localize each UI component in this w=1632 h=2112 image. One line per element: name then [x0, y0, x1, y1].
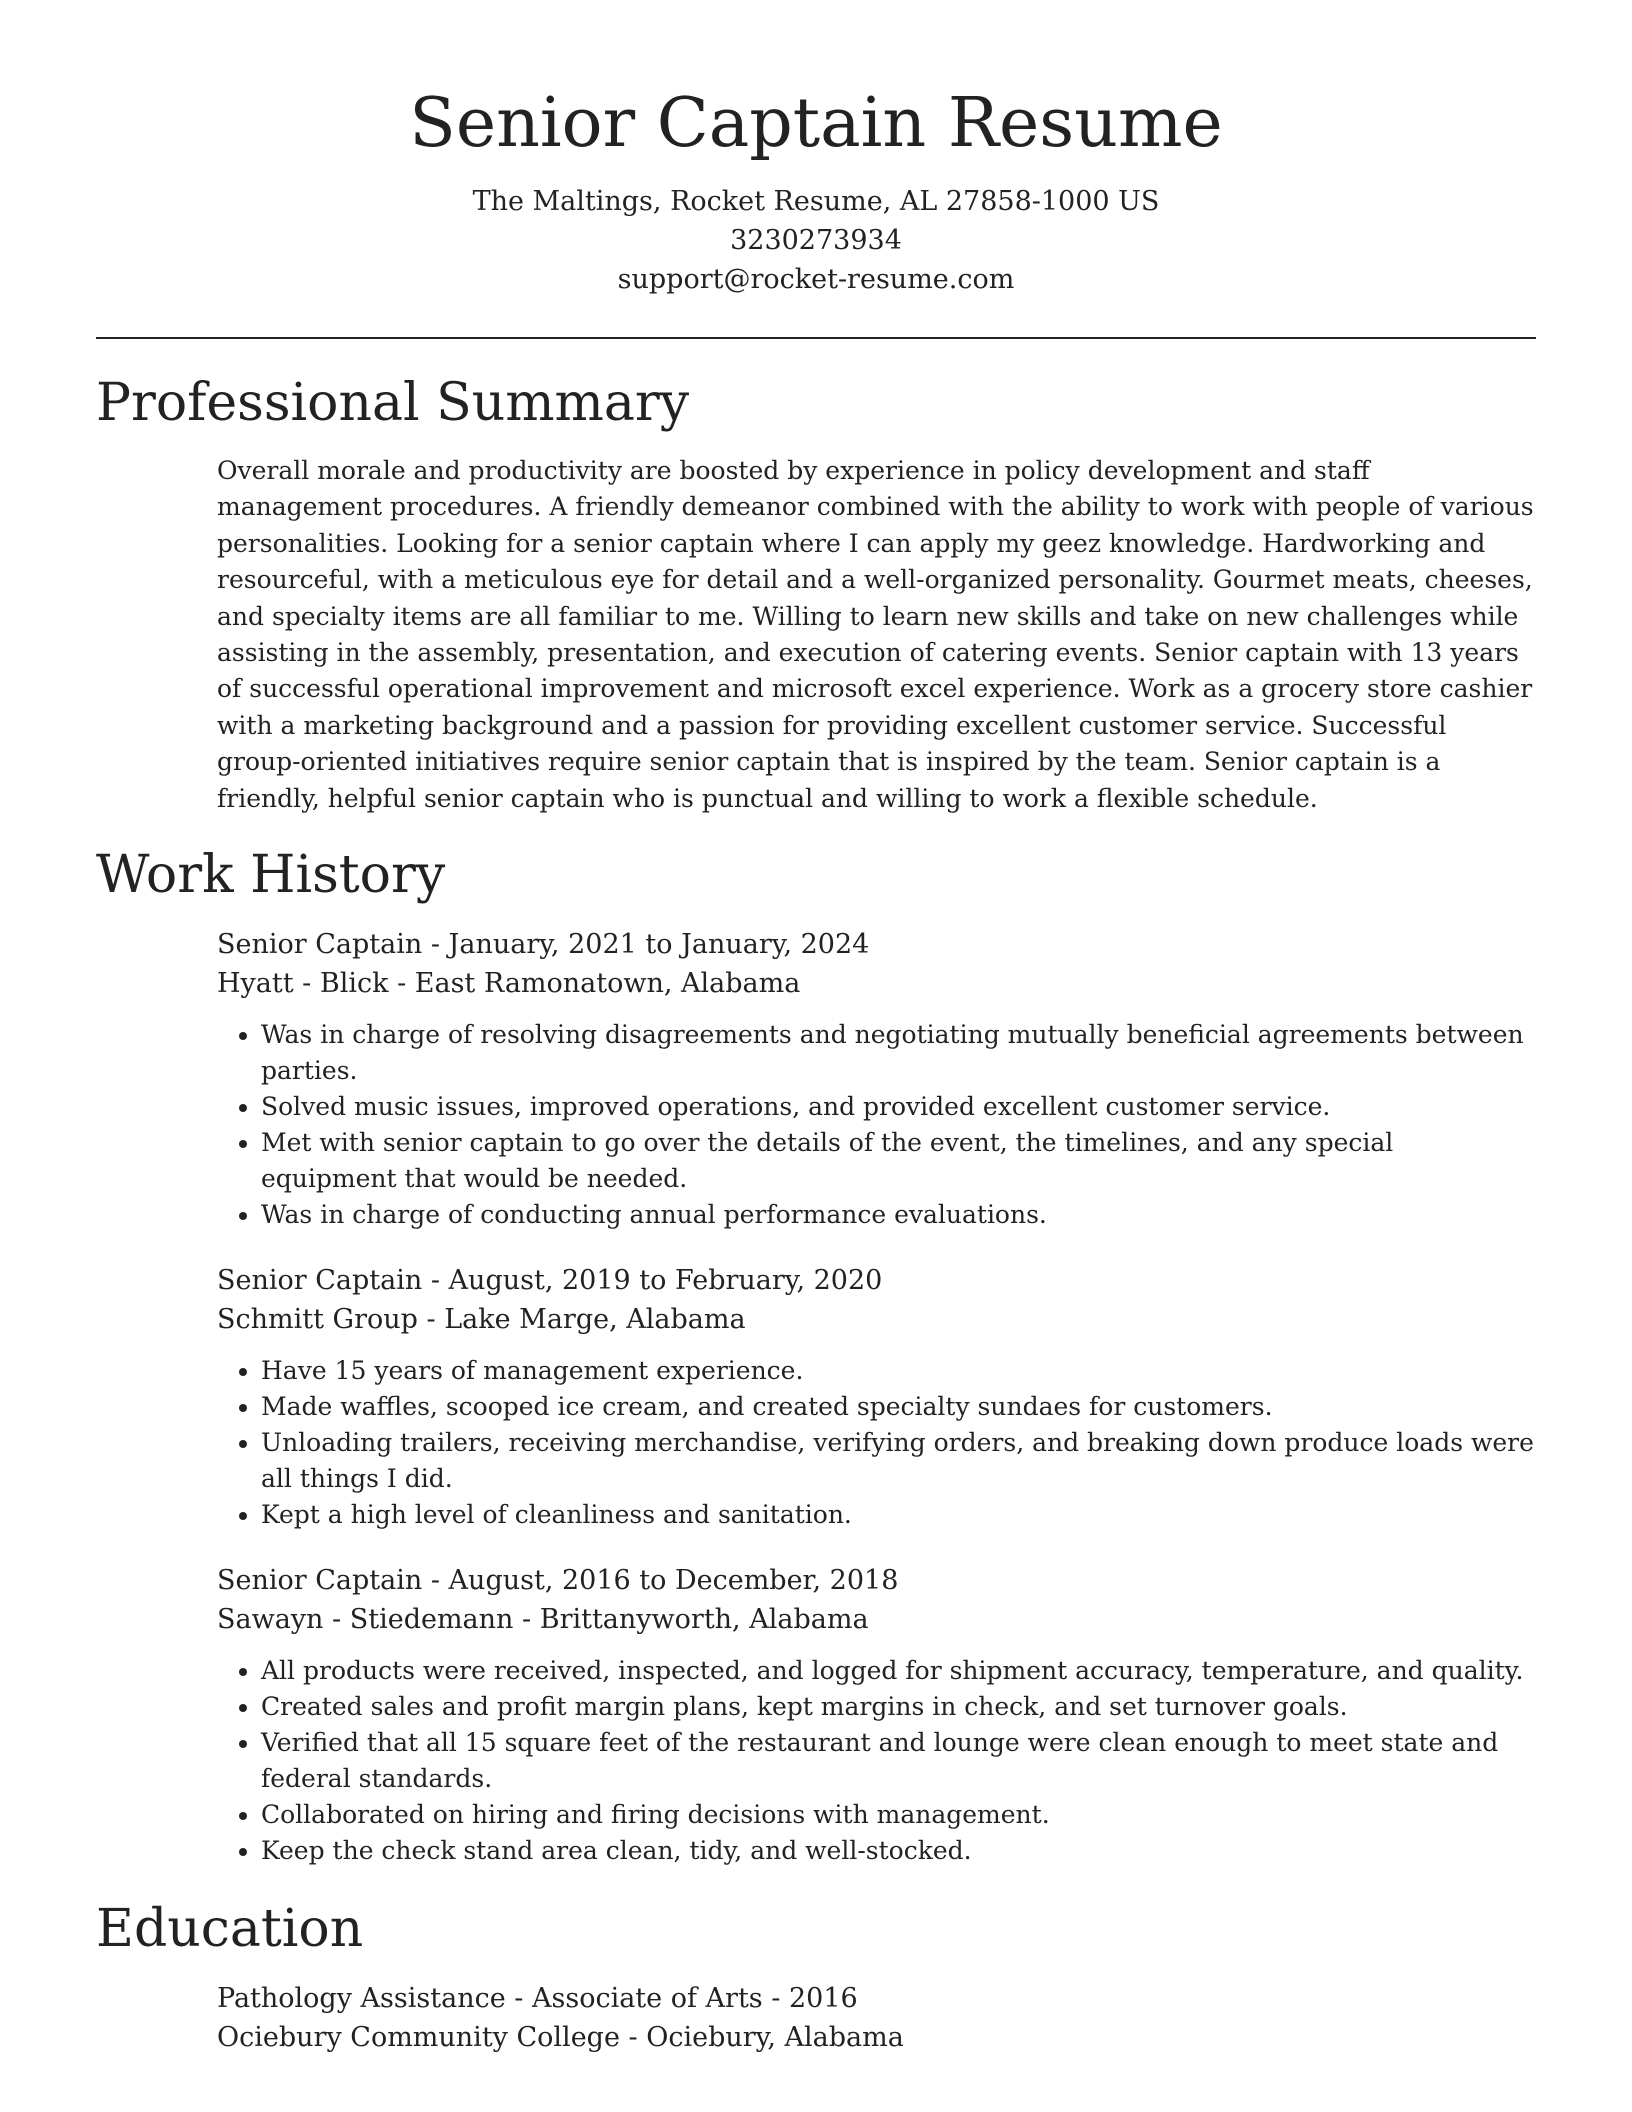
- job-bullets: [217, 1353, 1536, 1533]
- school-location: - Ociebury, Alabama: [619, 2022, 904, 2054]
- job-bullets: [217, 1653, 1536, 1869]
- education-heading: Education: [96, 1899, 364, 1960]
- summary-text: Overall morale and productivity are boosted by experience in policy development and staff management procedures. A friendly demeanor combined with the ability to work with people of various personalities. Looking for a senior captain where I can apply my geez knowledge. Hardworking and resourceful, with a meticulous eye for detail and a well-organized personality. Gourmet meats, cheeses, and specialty items are all familiar to me. Willing to learn new skills and take on new challenges while assisting in the assembly, presentation, and execution of catering events. Senior captain with 13 years of successful operational improvement and microsoft excel experience. Work as a grocery store cashier with a marketing background and a passion for providing excellent customer service. Successful group-oriented initiatives require senior captain that is inspired by the team. Senior captain is a friendly, helpful senior captain who is punctual and willing to work a flexible schedule.: [217, 456, 1534, 813]
- resume-title: Senior Captain Resume: [409, 84, 1223, 163]
- resume-header: [96, 80, 1536, 299]
- email: support@rocket-resume.com: [617, 264, 1015, 295]
- list-item: • Verified that all 15 square feet of the restaurant and lounge were clean enough to meet state and federal standards.: [261, 1725, 1536, 1797]
- list-item: • Was in charge of resolving disagreements and negotiating mutually beneficial agreements between parties.: [261, 1017, 1536, 1089]
- degree-type: - Associate of Arts: [505, 1983, 763, 2015]
- list-item: • Was in charge of conducting annual performance evaluations.: [261, 1197, 1536, 1233]
- list-item: • Have 15 years of management experience.: [261, 1353, 1536, 1389]
- job-company: Schmitt Group: [217, 1304, 418, 1336]
- degree-year: - 2016: [762, 1983, 858, 2015]
- list-item: • Kept a high level of cleanliness and sanitation.: [261, 1497, 1536, 1533]
- job-dates: - January, 2021 to January, 2024: [422, 929, 870, 961]
- job-title: Senior Captain: [217, 1265, 423, 1297]
- list-item: • Collaborated on hiring and firing decisions with management.: [261, 1797, 1536, 1833]
- job-title: Senior Captain: [217, 929, 423, 961]
- list-item: • Keep the check stand area clean, tidy, and well-stocked.: [261, 1833, 1536, 1869]
- job-title-line: [217, 1561, 1536, 1600]
- list-item: • Met with senior captain to go over the details of the event, the timelines, and any special equipment that would be needed.: [261, 1125, 1536, 1197]
- job-company-line: [217, 1300, 1536, 1339]
- job-entry: [217, 1261, 1536, 1533]
- job-company-line: [217, 964, 1536, 1003]
- job-location: - Brittanyworth, Alabama: [513, 1604, 869, 1636]
- list-item: • Solved music issues, improved operations, and provided excellent customer service.: [261, 1089, 1536, 1125]
- work-history-heading: Work History: [96, 845, 446, 906]
- degree-field: Pathology Assistance: [217, 1983, 506, 2015]
- job-dates: - August, 2019 to February, 2020: [422, 1265, 883, 1297]
- education-section: [96, 1897, 1536, 2057]
- summary-section: [96, 371, 1536, 817]
- list-item: • Unloading trailers, receiving merchandise, verifying orders, and breaking down produce loads were all things I did.: [261, 1425, 1536, 1497]
- job-entry: [217, 925, 1536, 1233]
- school-line: [217, 2018, 1536, 2057]
- job-title-line: [217, 925, 1536, 964]
- job-dates: - August, 2016 to December, 2018: [422, 1565, 899, 1597]
- school-name: Ociebury Community College: [217, 2022, 620, 2054]
- job-location: - East Ramonatown, Alabama: [388, 968, 801, 1000]
- job-title-line: [217, 1261, 1536, 1300]
- summary-heading: Professional Summary: [96, 373, 690, 433]
- degree-line: [217, 1979, 1536, 2018]
- job-location: - Lake Marge, Alabama: [417, 1304, 746, 1336]
- header-divider: [96, 337, 1536, 339]
- job-company: Hyatt - Blick: [217, 968, 389, 1000]
- list-item: • Created sales and profit margin plans, kept margins in check, and set turnover goals.: [261, 1689, 1536, 1725]
- job-company: Sawayn - Stiedemann: [217, 1604, 514, 1636]
- list-item: • All products were received, inspected, and logged for shipment accuracy, temperature, and quality.: [261, 1653, 1536, 1689]
- job-title: Senior Captain: [217, 1565, 423, 1597]
- job-entry: [217, 1561, 1536, 1869]
- job-bullets: [217, 1017, 1536, 1233]
- contact-info: [96, 182, 1536, 299]
- list-item: • Made waffles, scooped ice cream, and created specialty sundaes for customers.: [261, 1389, 1536, 1425]
- address: The Maltings, Rocket Resume, AL 27858-1000 US: [472, 186, 1160, 217]
- job-company-line: [217, 1600, 1536, 1639]
- work-history-section: [96, 843, 1536, 1869]
- phone: 3230273934: [730, 225, 902, 256]
